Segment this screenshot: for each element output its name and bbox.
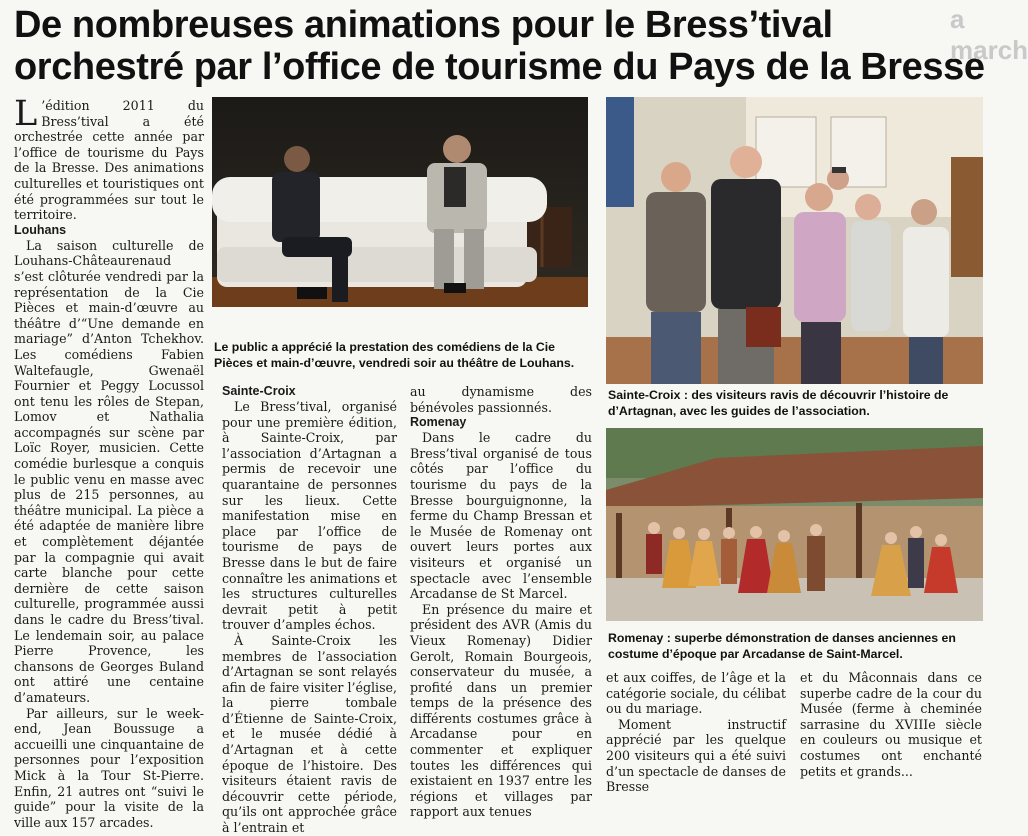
folk-dance-image (606, 428, 983, 621)
subhead-sainte-croix: Sainte-Croix (222, 384, 296, 398)
column-5 (800, 670, 982, 779)
column-3-continuation: au dynamisme des bénévoles passionnés. (410, 384, 592, 415)
column-2 (222, 384, 397, 836)
romenay-paragraph-1: Dans le cadre du Bress’tival organisé de tous côtés par l’office du tourisme du pays de la Bresse bourguignonne, la ferme du Champ Bressan et le Musée de Romenay ont ouvert leurs portes aux visiteurs et organisé un spectacle avec l’ensemble Arcadanse de St Marcel. (410, 430, 592, 602)
column-4-paragraph: Moment instructif apprécié par les quelque 200 visiteurs qui a été suivi d’un spectacle de danses de Bresse (606, 716, 786, 795)
sainte-croix-paragraph-2: À Sainte-Croix les membres de l’association d’Artagnan se sont relayés afin de faire visiter l’église, la pierre tombale d’Étienne de Sainte-Croix, et le musée dédié à d’Artagnan et à cette époque de l’histoire. Des visiteurs étaient ravis de découvrir cette période, qu’ils ont approchée grâce à l’entrain et (222, 632, 397, 836)
romenay-paragraph-2: En présence du maire et président des AVR (Amis du Vieux Romenay) Didier Gerolt, Romain Bourgeois, conservateur du musée, a profité dans un premier temps de la présence des différents costumes grâce à Arcadanse pour en commenter et expliquer toutes les différences qui existaient en 1937 entre les régions et villages par rapport aux tenues (410, 601, 592, 820)
adjacent-article-fragment: a march (950, 4, 1028, 65)
headline-line-1: De nombreuses animations pour le Bress’tival (14, 4, 833, 46)
sainte-croix-paragraph-1: Le Bress’tival, organisé pour une première édition, à Sainte-Croix, par l’association d’Artagnan a permis de recevoir une quarantaine de personnes sur les lieux. Cette manifestation mise en place par l’office de tourisme de pays de Bresse dans le but de faire connaître les animations et les structures culturelles devrait petit à petit trouver d’amples échos. (222, 399, 397, 633)
column-3 (410, 384, 592, 820)
drop-cap: L (14, 94, 38, 134)
subhead-louhans: Louhans (14, 222, 67, 237)
column-4 (606, 670, 786, 795)
intro-text: ’édition 2011 du Bress’tival a été orchestrée cette année par l’office de tourisme du Pays de la Bresse. Des animations culturelles et touristiques ont été programmées sur tout le territoire. (14, 98, 204, 223)
subhead-romenay: Romenay (410, 415, 467, 430)
dance-photo (606, 428, 983, 621)
intro-paragraph (14, 94, 204, 223)
visitors-group-image (606, 97, 983, 384)
column-4-continuation: et aux coiffes, de l’âge et la catégorie sociale, du célibat ou du mariage. (606, 670, 786, 717)
article-headline (14, 4, 989, 88)
visitors-photo-caption: Sainte-Croix : des visiteurs ravis de découvrir l’histoire de d’Artagnan, avec les guides de l’association. (608, 388, 949, 418)
dance-photo-caption: Romenay : superbe démonstration de danses anciennes en costume d’époque par Arcadanse de Saint-Marcel. (608, 631, 956, 661)
louhans-paragraph: La saison culturelle de Louhans-Châteaurenaud s’est clôturée vendredi par la représentation de la Cie Pièces et main-d’œuvre au théâtre d’“Une demande en mariage” d’Anton Tchekhov. Les comédiens Fabien Waltefaugle, Gwenaël Fournier et Peggy Locussol ont tenu les rôles de Stepan, Lomov et Nathalia accompagnés sur scène par Loïc Royer, musicien. Cette comédie burlesque a conquis le public venu en masse avec plus de 215 personnes, au théâtre municipal. La pièce a été adaptée de manière libre et complètement déjantée par la compagnie qui avait carte blanche pour cette dernière de cette saison culturelle, programmée aussi dans le cadre du Bress’tival. Le lendemain soir, au palace Pierre Provence, les chansons de Georges Buland ont attiré une centaine d’amateurs. (14, 237, 204, 705)
column-1 (14, 94, 204, 830)
column-5-continuation: et du Mâconnais dans ce superbe cadre de la cour du Musée (ferme à cheminée sarrasine du XVIIIe siècle en couleurs ou musique et costumes ont enchanté petits et grands... (800, 670, 982, 779)
weekend-paragraph: Par ailleurs, sur le week-end, Jean Boussuge a accueilli une cinquantaine de personnes pour l’exposition Mick à la Tour St-Pierre. Enfin, 21 autres ont “suivi le guide” pour la visite de la ville aux 157 arcades. (14, 705, 204, 830)
headline-line-2: orchestré par l’office de tourisme du Pays de la Bresse (14, 46, 985, 88)
visitors-photo (606, 97, 983, 384)
theatre-scene-image (212, 97, 588, 307)
theatre-photo (212, 97, 588, 307)
theatre-photo-caption: Le public a apprécié la prestation des comédiens de la Cie Pièces et main-d’œuvre, vendredi soir au théâtre de Louhans. (214, 340, 575, 370)
